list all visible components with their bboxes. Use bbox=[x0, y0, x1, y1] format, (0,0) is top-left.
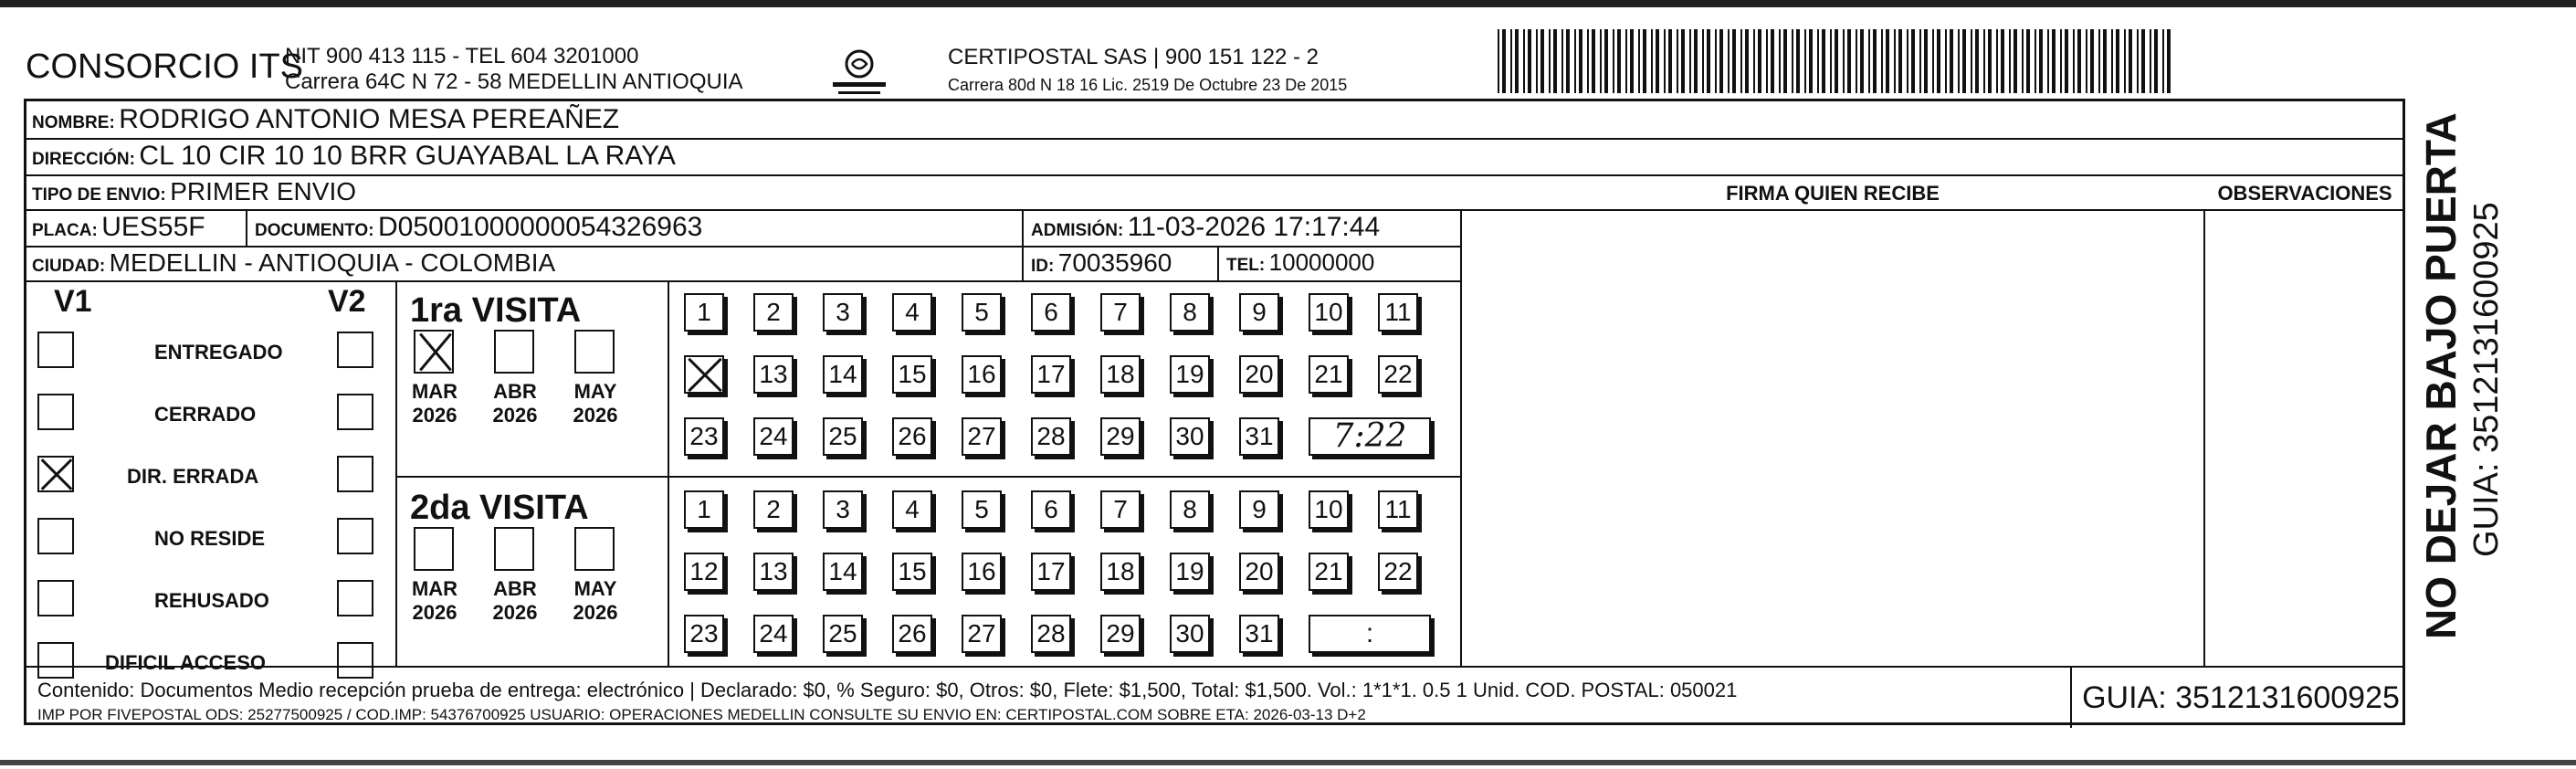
id-value: 70035960 bbox=[1057, 248, 1172, 277]
tel-label: TEL: bbox=[1226, 256, 1266, 275]
year-label: 2026 bbox=[412, 404, 457, 427]
delivery-card bbox=[24, 99, 2405, 725]
month-label: ABR bbox=[493, 380, 537, 403]
month-checkbox[interactable] bbox=[574, 527, 615, 571]
day-box[interactable]: 31 bbox=[1239, 615, 1279, 653]
day-box[interactable]: 27 bbox=[962, 417, 1002, 456]
carrier-line: CERTIPOSTAL SAS | 900 151 122 - 2 bbox=[948, 45, 1319, 69]
day-box[interactable] bbox=[684, 355, 724, 394]
day-box[interactable]: 4 bbox=[892, 490, 932, 529]
ciudad-row bbox=[32, 248, 555, 278]
firma-header: FIRMA QUIEN RECIBE bbox=[1726, 182, 1940, 205]
status-v2-checkbox[interactable] bbox=[337, 456, 373, 492]
tipo-label: TIPO DE ENVIO: bbox=[32, 185, 166, 205]
day-box[interactable]: 5 bbox=[962, 490, 1002, 529]
status-label: REHUSADO bbox=[154, 589, 269, 612]
placa-value: UES55F bbox=[101, 212, 205, 242]
observaciones-header: OBSERVACIONES bbox=[2217, 182, 2392, 205]
day-box[interactable]: 13 bbox=[753, 553, 794, 591]
barcode bbox=[1498, 29, 2173, 93]
day-box[interactable]: 25 bbox=[823, 615, 863, 653]
guia-box: GUIA: 3512131600925 bbox=[2070, 668, 2410, 728]
top-rule bbox=[0, 0, 2576, 7]
month-label: ABR bbox=[493, 577, 537, 600]
day-box[interactable]: 2 bbox=[753, 490, 794, 529]
day-box[interactable]: 9 bbox=[1239, 293, 1279, 332]
day-box[interactable]: 21 bbox=[1309, 355, 1349, 394]
day-box[interactable]: 28 bbox=[1031, 615, 1071, 653]
year-label: 2026 bbox=[492, 404, 538, 427]
day-box[interactable]: 20 bbox=[1239, 553, 1279, 591]
company-name: CONSORCIO ITS bbox=[26, 47, 304, 86]
month-label: MAR bbox=[411, 577, 458, 600]
status-v1-checkbox[interactable] bbox=[37, 456, 74, 492]
documento-label: DOCUMENTO: bbox=[255, 221, 374, 240]
v2-header: V2 bbox=[328, 284, 366, 319]
documento-value: D05001000000054326963 bbox=[378, 212, 703, 242]
day-box[interactable]: 31 bbox=[1239, 417, 1279, 456]
day-box[interactable]: 19 bbox=[1170, 553, 1210, 591]
status-v2-checkbox[interactable] bbox=[337, 518, 373, 554]
id-row bbox=[1031, 248, 1172, 278]
status-v2-checkbox[interactable] bbox=[337, 642, 373, 679]
status-label: DIR. ERRADA bbox=[127, 465, 259, 488]
time-box[interactable]: : bbox=[1309, 615, 1431, 653]
month-checkbox[interactable] bbox=[574, 330, 615, 374]
nombre-row bbox=[32, 104, 619, 135]
day-box[interactable]: 10 bbox=[1309, 293, 1349, 332]
status-v1-checkbox[interactable] bbox=[37, 518, 74, 554]
day-box[interactable]: 24 bbox=[753, 615, 794, 653]
day-box[interactable]: 7 bbox=[1100, 490, 1141, 529]
day-box[interactable]: 11 bbox=[1378, 293, 1418, 332]
certipostal-logo-icon bbox=[827, 40, 891, 104]
day-box[interactable]: 1 bbox=[684, 490, 724, 529]
day-box[interactable]: 26 bbox=[892, 417, 932, 456]
status-v1-checkbox[interactable] bbox=[37, 580, 74, 616]
day-box[interactable]: 22 bbox=[1378, 553, 1418, 591]
direccion-value: CL 10 CIR 10 10 BRR GUAYABAL LA RAYA bbox=[139, 141, 676, 171]
day-box[interactable]: 28 bbox=[1031, 417, 1071, 456]
month-label: MAY bbox=[573, 380, 617, 403]
day-box[interactable]: 6 bbox=[1031, 490, 1071, 529]
day-box[interactable]: 14 bbox=[823, 553, 863, 591]
day-box[interactable]: 14 bbox=[823, 355, 863, 394]
day-box[interactable]: 8 bbox=[1170, 293, 1210, 332]
day-box[interactable]: 30 bbox=[1170, 417, 1210, 456]
day-box[interactable]: 24 bbox=[753, 417, 794, 456]
company-info bbox=[285, 44, 743, 95]
direccion-row bbox=[32, 141, 676, 172]
day-box[interactable]: 23 bbox=[684, 417, 724, 456]
day-box[interactable]: 26 bbox=[892, 615, 932, 653]
day-box[interactable]: 3 bbox=[823, 293, 863, 332]
bottom-rule bbox=[0, 760, 2576, 765]
id-label: ID: bbox=[1031, 257, 1055, 276]
year-label: 2026 bbox=[492, 601, 538, 624]
day-box[interactable]: 21 bbox=[1309, 553, 1349, 591]
status-label: CERRADO bbox=[154, 403, 257, 426]
day-box[interactable]: 30 bbox=[1170, 615, 1210, 653]
day-box[interactable]: 15 bbox=[892, 355, 932, 394]
day-box[interactable]: 22 bbox=[1378, 355, 1418, 394]
status-v1-checkbox[interactable] bbox=[37, 642, 74, 679]
day-box[interactable]: 5 bbox=[962, 293, 1002, 332]
status-label: NO RESIDE bbox=[154, 527, 266, 550]
day-box[interactable]: 8 bbox=[1170, 490, 1210, 529]
day-box[interactable]: 1 bbox=[684, 293, 724, 332]
admision-row bbox=[1031, 212, 1380, 243]
ciudad-value: MEDELLIN - ANTIOQUIA - COLOMBIA bbox=[109, 248, 556, 277]
day-box[interactable]: 4 bbox=[892, 293, 932, 332]
v1-header: V1 bbox=[54, 284, 92, 319]
day-box[interactable]: 10 bbox=[1309, 490, 1349, 529]
year-label: 2026 bbox=[573, 404, 618, 427]
tel-row bbox=[1226, 248, 1374, 277]
side-guia: GUIA: 3512131600925 bbox=[2467, 202, 2506, 557]
day-box[interactable]: 2 bbox=[753, 293, 794, 332]
tel-value: 10000000 bbox=[1268, 248, 1375, 276]
address-line: Carrera 64C N 72 - 58 MEDELLIN ANTIOQUIA bbox=[285, 69, 743, 94]
day-box[interactable]: 25 bbox=[823, 417, 863, 456]
day-box[interactable]: 18 bbox=[1100, 355, 1141, 394]
status-v2-checkbox[interactable] bbox=[337, 332, 373, 368]
month-checkbox[interactable] bbox=[414, 330, 454, 374]
nit-line: NIT 900 413 115 - TEL 604 3201000 bbox=[285, 44, 639, 68]
placa-row bbox=[32, 212, 205, 243]
month-checkbox[interactable] bbox=[494, 527, 534, 571]
ciudad-label: CIUDAD: bbox=[32, 257, 106, 276]
tipo-value: PRIMER ENVIO bbox=[170, 177, 357, 205]
month-label: MAY bbox=[573, 577, 617, 600]
carrier-info bbox=[948, 44, 1347, 99]
documento-row bbox=[255, 212, 702, 243]
nombre-value: RODRIGO ANTONIO MESA PEREAÑEZ bbox=[119, 104, 620, 134]
day-box[interactable]: 11 bbox=[1378, 490, 1418, 529]
year-label: 2026 bbox=[573, 601, 618, 624]
month-checkbox[interactable] bbox=[414, 527, 454, 571]
day-box[interactable]: 13 bbox=[753, 355, 794, 394]
visit1-title: 1ra VISITA bbox=[410, 291, 582, 330]
day-box[interactable]: 16 bbox=[962, 553, 1002, 591]
day-box[interactable]: 3 bbox=[823, 490, 863, 529]
day-box[interactable]: 9 bbox=[1239, 490, 1279, 529]
year-label: 2026 bbox=[412, 601, 457, 624]
day-box[interactable]: 29 bbox=[1100, 615, 1141, 653]
month-label: MAR bbox=[411, 380, 458, 403]
admision-value: 11-03-2026 17:17:44 bbox=[1127, 212, 1381, 242]
status-label: ENTREGADO bbox=[154, 341, 283, 363]
day-box[interactable]: 16 bbox=[962, 355, 1002, 394]
direccion-label: DIRECCIÓN: bbox=[32, 150, 135, 169]
day-box[interactable]: 17 bbox=[1031, 355, 1071, 394]
tipo-row bbox=[32, 177, 356, 206]
month-checkbox[interactable] bbox=[494, 330, 534, 374]
status-label: DIFICIL ACCESO bbox=[105, 651, 267, 674]
carrier-sub: Carrera 80d N 18 16 Lic. 2519 De Octubre 23 De 2015 bbox=[948, 76, 1348, 94]
day-box[interactable]: 19 bbox=[1170, 355, 1210, 394]
day-box[interactable]: 18 bbox=[1100, 553, 1141, 591]
day-box[interactable]: 7 bbox=[1100, 293, 1141, 332]
footer-content: Contenido: Documentos Medio recepción prueba de entrega: electrónico | Declarado: $0, % Seguro: $0, Otros: $0, Flete: $1,500, Total: $1,500. Vol.: 1*1*1. 0.5 1 Unid. COD. POSTAL: 050021 bbox=[37, 679, 1738, 701]
status-v1-checkbox[interactable] bbox=[37, 394, 74, 430]
status-v1-checkbox[interactable] bbox=[37, 332, 74, 368]
day-box[interactable]: 6 bbox=[1031, 293, 1071, 332]
day-box[interactable]: 20 bbox=[1239, 355, 1279, 394]
footer-imp: IMP POR FIVEPOSTAL ODS: 25277500925 / COD.IMP: 54376700925 USUARIO: OPERACIONES MEDELLIN CONSULTE SU ENVIO EN: CERTIPOSTAL.COM SOBRE ETA: 2026-03-13 D+2 bbox=[37, 706, 1366, 723]
status-v2-checkbox[interactable] bbox=[337, 580, 373, 616]
day-box[interactable]: 23 bbox=[684, 615, 724, 653]
placa-label: PLACA: bbox=[32, 221, 98, 240]
time-box[interactable]: 7:22 bbox=[1309, 417, 1431, 456]
day-box[interactable]: 29 bbox=[1100, 417, 1141, 456]
status-v2-checkbox[interactable] bbox=[337, 394, 373, 430]
visit2-title: 2da VISITA bbox=[410, 489, 589, 527]
day-box[interactable]: 15 bbox=[892, 553, 932, 591]
nombre-label: NOMBRE: bbox=[32, 113, 115, 132]
day-box[interactable]: 27 bbox=[962, 615, 1002, 653]
side-notice: NO DEJAR BAJO PUERTA bbox=[2417, 112, 2465, 639]
day-box[interactable]: 12 bbox=[684, 553, 724, 591]
day-box[interactable]: 17 bbox=[1031, 553, 1071, 591]
admision-label: ADMISIÓN: bbox=[1031, 221, 1124, 240]
